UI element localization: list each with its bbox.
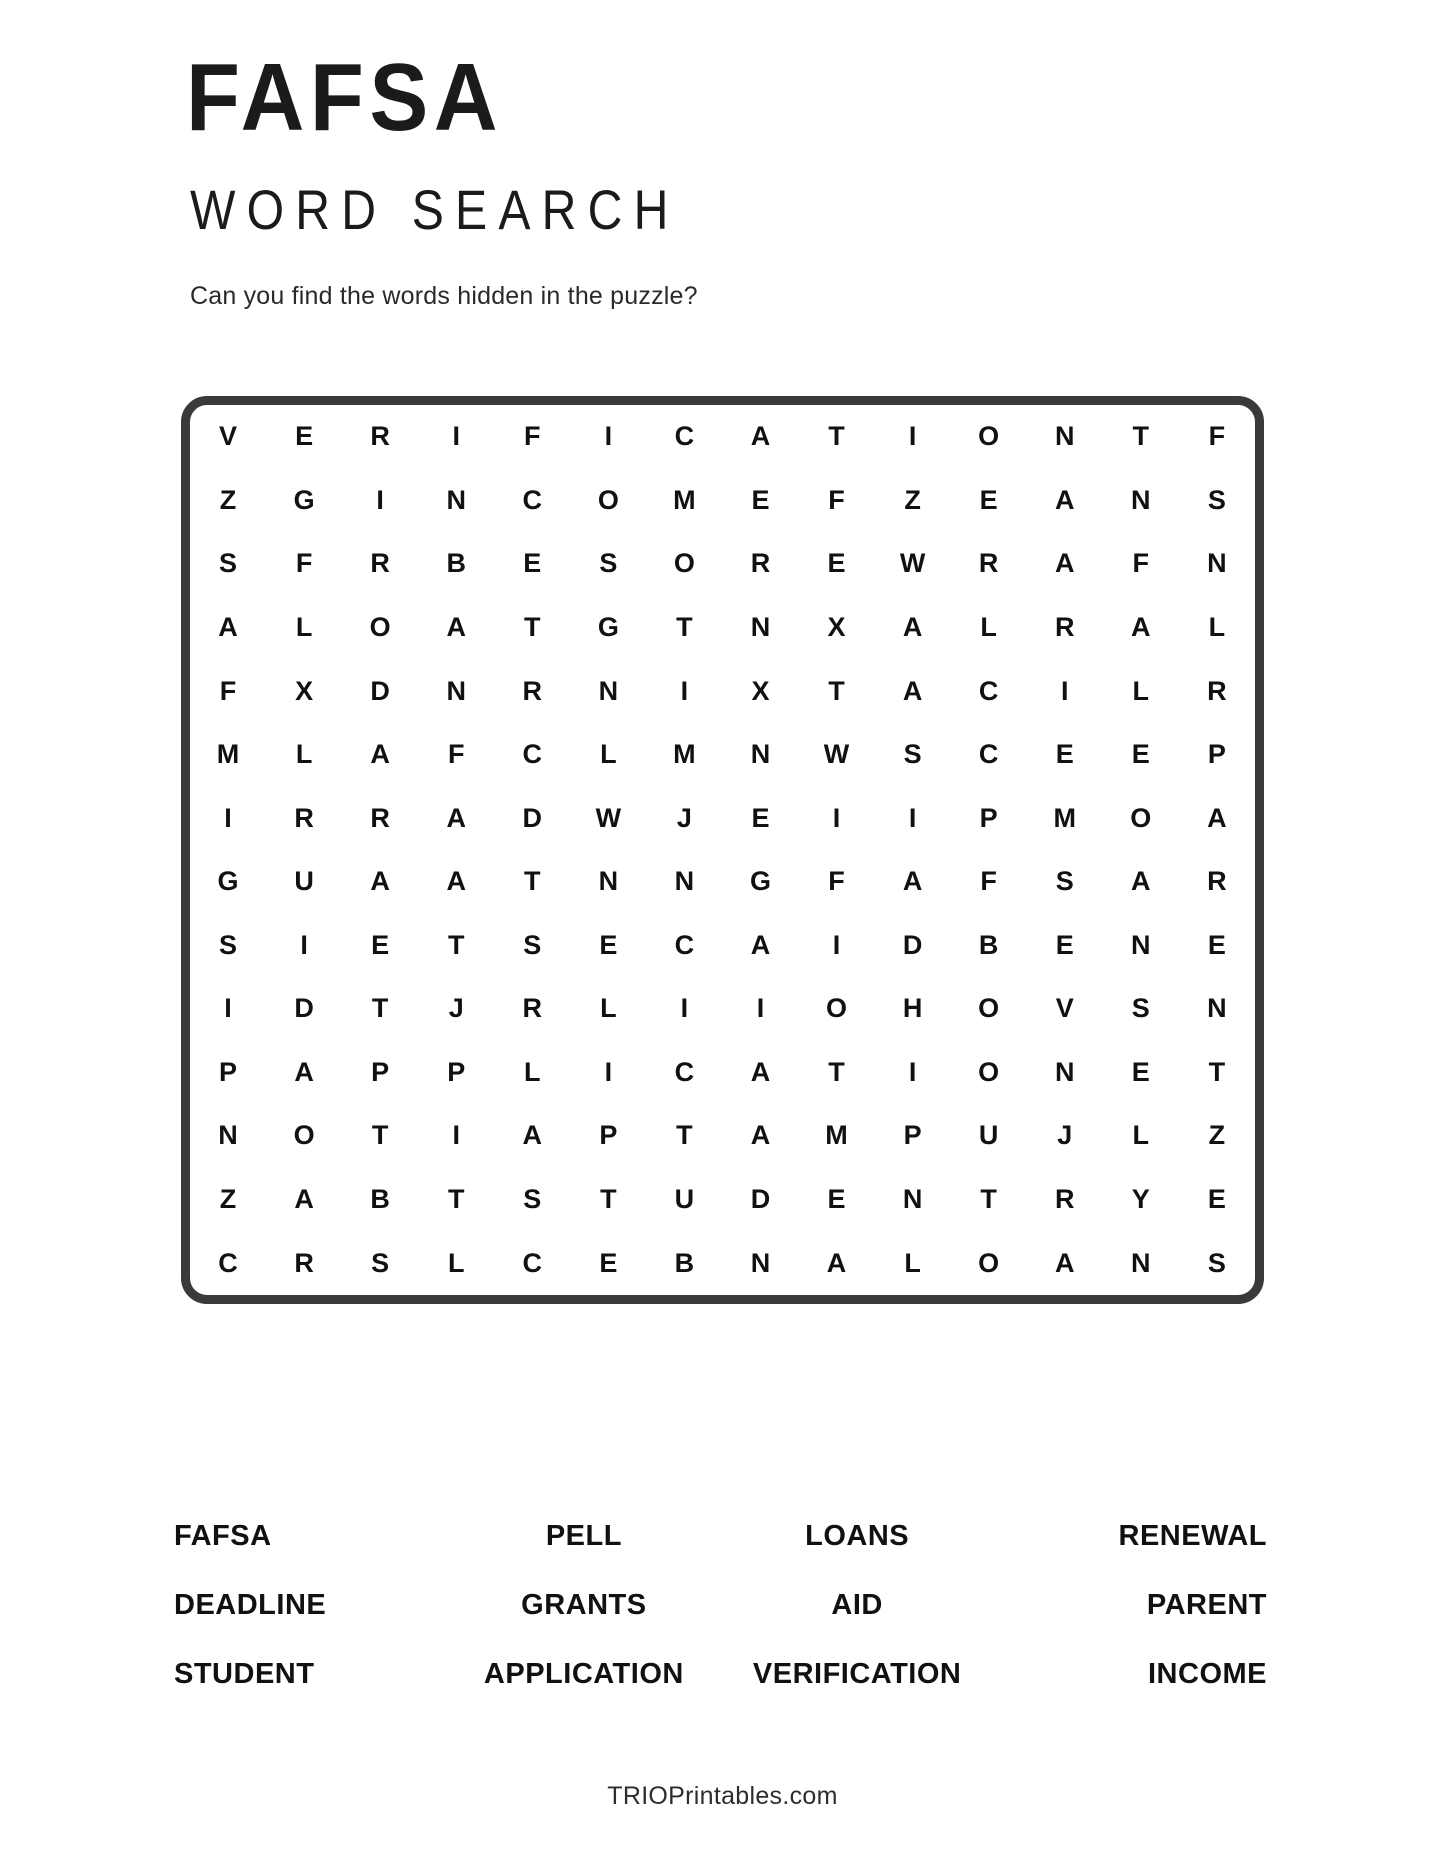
letter-cell[interactable]: I (1060, 675, 1069, 706)
letter-cell[interactable]: P (371, 1056, 390, 1087)
letter-cell[interactable]: E (1207, 1184, 1226, 1215)
letter-cell[interactable]: A (902, 866, 923, 897)
letter-cell[interactable]: B (446, 548, 466, 579)
letter-cell[interactable]: D (750, 1184, 771, 1215)
letter-cell[interactable]: A (1131, 611, 1151, 642)
letter-cell[interactable]: C (978, 675, 999, 706)
letter-cell[interactable]: I (680, 675, 689, 706)
letter-cell[interactable]: T (524, 611, 541, 642)
letter-cell[interactable]: N (1131, 1247, 1151, 1278)
letter-cell[interactable]: D (902, 929, 923, 960)
letter-cell[interactable]: R (522, 993, 543, 1024)
letter-cell[interactable]: T (676, 1120, 693, 1151)
letter-cell[interactable]: T (828, 675, 845, 706)
letter-cell[interactable]: N (598, 866, 619, 897)
letter-cell[interactable]: N (598, 675, 619, 706)
letter-cell[interactable]: C (218, 1247, 238, 1278)
letter-cell[interactable]: T (828, 421, 845, 452)
letter-grid-row (190, 977, 1255, 1041)
letter-cell[interactable]: I (300, 929, 308, 960)
letter-cell[interactable]: W (823, 739, 850, 770)
word-list-row (150, 1589, 1295, 1622)
letter-cell[interactable]: E (827, 1184, 846, 1215)
letter-cell[interactable]: V (219, 421, 238, 452)
letter-cell[interactable]: R (522, 675, 543, 706)
letter-cell[interactable]: E (295, 421, 314, 452)
letter-cell[interactable]: A (1054, 484, 1075, 515)
letter-grid-row (190, 1041, 1255, 1105)
word-list-item[interactable]: LOANS (805, 1520, 910, 1552)
letter-cell[interactable]: G (293, 484, 315, 515)
letter-cell[interactable]: N (750, 1247, 771, 1278)
letter-cell[interactable]: N (902, 1184, 923, 1215)
letter-cell[interactable]: Y (1131, 1184, 1150, 1215)
letter-cell[interactable]: T (1132, 421, 1150, 452)
letter-cell[interactable]: E (599, 929, 618, 960)
letter-cell[interactable]: N (446, 484, 466, 515)
letter-cell[interactable]: S (1207, 484, 1226, 515)
letter-cell[interactable]: I (452, 1120, 460, 1151)
word-list-item[interactable]: APPLICATION (483, 1658, 684, 1690)
letter-cell[interactable]: F (1132, 548, 1150, 579)
word-list-item[interactable]: GRANTS (521, 1589, 647, 1621)
letter-grid-row (190, 1104, 1255, 1168)
letter-cell[interactable]: E (979, 484, 998, 515)
letter-cell[interactable]: C (674, 421, 695, 452)
letter-cell[interactable]: F (295, 548, 313, 579)
letter-cell[interactable]: L (1132, 1120, 1150, 1151)
letter-cell[interactable]: I (908, 1056, 917, 1087)
letter-cell[interactable]: A (1054, 1247, 1075, 1278)
letter-cell[interactable]: R (370, 421, 390, 452)
letter-cell[interactable]: U (674, 1184, 695, 1215)
letter-cell[interactable]: N (1207, 993, 1227, 1024)
letter-cell[interactable]: A (750, 1056, 771, 1087)
letter-cell[interactable]: S (1131, 993, 1150, 1024)
letter-cell[interactable]: F (447, 739, 465, 770)
word-list-item[interactable]: PELL (545, 1520, 622, 1552)
letter-grid-row (190, 469, 1255, 533)
letter-cell[interactable]: A (1207, 802, 1227, 833)
letter-cell[interactable]: H (902, 993, 923, 1024)
letter-cell[interactable]: N (1207, 548, 1227, 579)
footer-credit: TRIOPrintables.com (607, 1782, 838, 1810)
letter-cell[interactable]: N (218, 1120, 238, 1151)
letter-cell[interactable]: B (370, 1184, 390, 1215)
letter-cell[interactable]: L (295, 739, 313, 770)
letter-cell[interactable]: M (1053, 802, 1076, 833)
letter-cell[interactable]: I (908, 421, 917, 452)
letter-cell[interactable]: I (452, 421, 460, 452)
letter-cell[interactable]: B (674, 1247, 695, 1278)
letter-cell[interactable]: W (595, 802, 622, 833)
letter-cell[interactable]: X (751, 675, 770, 706)
letter-cell[interactable]: U (294, 866, 314, 897)
letter-cell[interactable]: F (828, 484, 845, 515)
letter-cell[interactable]: S (1055, 866, 1074, 897)
letter-cell[interactable]: C (674, 929, 695, 960)
letter-cell[interactable]: O (826, 993, 848, 1024)
letter-cell[interactable]: A (750, 421, 771, 452)
letter-cell[interactable]: E (1131, 1056, 1150, 1087)
letter-cell[interactable]: C (978, 739, 999, 770)
letter-cell[interactable]: T (524, 866, 541, 897)
letter-cell[interactable]: N (674, 866, 695, 897)
letter-cell[interactable]: R (370, 548, 390, 579)
letter-cell[interactable]: X (827, 611, 846, 642)
letter-grid-row (190, 1168, 1255, 1232)
letter-grid-row (190, 596, 1255, 660)
page-title: FAFSA (186, 44, 504, 151)
letter-cell[interactable]: R (1207, 675, 1227, 706)
letter-cell[interactable]: C (522, 484, 543, 515)
letter-cell[interactable]: R (1054, 1184, 1075, 1215)
letter-cell[interactable]: E (1131, 739, 1150, 770)
letter-cell[interactable]: E (1207, 929, 1226, 960)
letter-cell[interactable]: T (447, 1184, 465, 1215)
letter-cell[interactable]: J (676, 802, 692, 833)
letter-cell[interactable]: S (219, 548, 238, 579)
letter-cell[interactable]: O (673, 548, 695, 579)
letter-cell[interactable]: I (680, 993, 689, 1024)
letter-cell[interactable]: O (978, 993, 1000, 1024)
letter-cell[interactable]: J (448, 993, 464, 1024)
letter-cell[interactable]: I (908, 802, 917, 833)
word-list-row (150, 1520, 1295, 1553)
letter-cell[interactable]: O (369, 611, 391, 642)
letter-cell[interactable]: T (1208, 1056, 1226, 1087)
letter-cell[interactable]: R (1054, 611, 1075, 642)
letter-cell[interactable]: F (980, 866, 997, 897)
letter-cell[interactable]: A (902, 611, 923, 642)
word-search-grid[interactable] (181, 396, 1264, 1304)
letter-cell[interactable]: E (751, 484, 770, 515)
letter-cell[interactable]: L (524, 1056, 541, 1087)
letter-cell[interactable]: W (899, 548, 926, 579)
letter-cell[interactable]: E (827, 548, 846, 579)
letter-cell[interactable]: M (825, 1120, 848, 1151)
letter-cell[interactable]: R (978, 548, 999, 579)
word-list-item[interactable]: AID (831, 1589, 883, 1621)
letter-cell[interactable]: T (828, 1056, 845, 1087)
letter-cell[interactable]: S (903, 739, 922, 770)
letter-cell[interactable]: A (750, 929, 771, 960)
letter-cell[interactable]: N (1054, 1056, 1075, 1087)
letter-cell[interactable]: I (832, 802, 841, 833)
letter-cell[interactable]: A (446, 866, 466, 897)
letter-cell[interactable]: O (978, 1247, 1000, 1278)
letter-cell[interactable]: N (446, 675, 466, 706)
word-list (150, 1520, 1295, 1727)
letter-grid-row (190, 405, 1255, 469)
letter-cell[interactable]: Z (1208, 1120, 1226, 1151)
letter-cell[interactable]: O (978, 421, 1000, 452)
letter-cell[interactable]: I (756, 993, 765, 1024)
letter-cell[interactable]: I (604, 421, 613, 452)
letter-cell[interactable]: E (751, 802, 770, 833)
letter-cell[interactable]: T (600, 1184, 617, 1215)
letter-cell[interactable]: A (294, 1184, 314, 1215)
letter-cell[interactable]: A (294, 1056, 314, 1087)
word-list-item[interactable]: VERIFICATION (752, 1658, 962, 1690)
letter-cell[interactable]: S (599, 548, 618, 579)
letter-cell[interactable]: N (1131, 929, 1151, 960)
letter-cell[interactable]: E (1055, 739, 1074, 770)
letter-cell[interactable]: B (978, 929, 999, 960)
letter-cell[interactable]: V (1055, 993, 1074, 1024)
letter-cell[interactable]: D (294, 993, 314, 1024)
letter-cell[interactable]: S (219, 929, 238, 960)
letter-cell[interactable]: I (224, 802, 232, 833)
word-list-item[interactable]: INCOME (1148, 1658, 1267, 1690)
letter-cell[interactable]: T (980, 1184, 997, 1215)
letter-cell[interactable]: L (600, 993, 617, 1024)
letter-cell[interactable]: R (370, 802, 390, 833)
letter-grid-table (190, 405, 1255, 1295)
letter-cell[interactable]: J (1057, 1120, 1073, 1151)
word-list-item[interactable]: FAFSA (174, 1520, 272, 1552)
letter-cell[interactable]: F (524, 421, 541, 452)
letter-cell[interactable]: T (371, 1120, 389, 1151)
letter-cell[interactable]: P (219, 1056, 238, 1087)
letter-cell[interactable]: A (522, 1120, 543, 1151)
letter-cell[interactable]: A (1131, 866, 1151, 897)
letter-cell[interactable]: C (674, 1056, 695, 1087)
letter-cell[interactable]: G (749, 866, 771, 897)
letter-cell[interactable]: N (1131, 484, 1151, 515)
letter-cell[interactable]: O (293, 1120, 315, 1151)
letter-cell[interactable]: I (224, 993, 232, 1024)
letter-cell[interactable]: A (370, 866, 390, 897)
letter-grid-row (190, 850, 1255, 914)
word-list-item[interactable]: STUDENT (174, 1658, 315, 1690)
letter-cell[interactable]: Z (219, 1184, 237, 1215)
letter-cell[interactable]: P (979, 802, 998, 833)
word-list-row (150, 1658, 1295, 1691)
letter-grid-row (190, 914, 1255, 978)
letter-cell[interactable]: A (446, 802, 466, 833)
letter-cell[interactable]: O (978, 1056, 1000, 1087)
letter-cell[interactable]: A (902, 675, 923, 706)
letter-cell[interactable]: A (1054, 548, 1075, 579)
letter-cell[interactable]: X (295, 675, 314, 706)
letter-cell[interactable]: R (294, 1247, 314, 1278)
letter-cell[interactable]: R (294, 802, 314, 833)
page-subtitle: WORD SEARCH (190, 177, 680, 241)
letter-cell[interactable]: S (371, 1247, 390, 1278)
letter-grid-row (190, 1231, 1255, 1295)
letter-cell[interactable]: S (523, 929, 542, 960)
word-list-item[interactable]: DEADLINE (174, 1589, 327, 1621)
letter-cell[interactable]: G (217, 866, 239, 897)
letter-cell[interactable]: P (447, 1056, 466, 1087)
letter-cell[interactable]: A (826, 1247, 847, 1278)
letter-cell[interactable]: S (523, 1184, 542, 1215)
letter-cell[interactable]: L (600, 739, 617, 770)
letter-cell[interactable]: Z (219, 484, 237, 515)
letter-cell[interactable]: D (522, 802, 543, 833)
letter-cell[interactable]: F (219, 675, 237, 706)
page-header (0, 0, 1445, 311)
letter-cell[interactable]: E (523, 548, 542, 579)
letter-cell[interactable]: M (216, 739, 240, 770)
letter-cell[interactable]: U (978, 1120, 999, 1151)
letter-cell[interactable]: R (750, 548, 771, 579)
instruction-text: Can you find the words hidden in the puzzle? (190, 281, 698, 310)
letter-cell[interactable]: P (1207, 739, 1226, 770)
letter-cell[interactable]: M (673, 739, 696, 770)
letter-cell[interactable]: F (1208, 421, 1226, 452)
word-list-item[interactable]: RENEWAL (1118, 1520, 1267, 1552)
letter-cell[interactable]: G (597, 611, 619, 642)
letter-cell[interactable]: D (370, 675, 390, 706)
letter-cell[interactable]: T (447, 929, 465, 960)
letter-cell[interactable]: A (750, 1120, 771, 1151)
letter-grid-row (190, 786, 1255, 850)
letter-cell[interactable]: P (903, 1120, 922, 1151)
letter-cell[interactable]: R (1207, 866, 1227, 897)
letter-cell[interactable]: C (522, 739, 543, 770)
letter-grid-body (190, 405, 1255, 1295)
letter-cell[interactable]: P (599, 1120, 618, 1151)
letter-cell[interactable]: C (522, 1247, 543, 1278)
letter-cell[interactable]: I (604, 1056, 613, 1087)
letter-cell[interactable]: O (1130, 802, 1152, 833)
letter-cell[interactable]: L (295, 611, 313, 642)
letter-grid-row (190, 532, 1255, 596)
letter-cell[interactable]: N (750, 739, 771, 770)
letter-cell[interactable]: L (980, 611, 997, 642)
letter-cell[interactable]: N (750, 611, 771, 642)
letter-cell[interactable]: A (446, 611, 466, 642)
letter-cell[interactable]: L (447, 1247, 465, 1278)
letter-cell[interactable]: F (828, 866, 845, 897)
word-list-item[interactable]: PARENT (1146, 1589, 1267, 1621)
letter-cell[interactable]: O (597, 484, 619, 515)
letter-cell[interactable]: E (599, 1247, 618, 1278)
letter-grid-row (190, 659, 1255, 723)
letter-cell[interactable]: I (376, 484, 384, 515)
letter-cell[interactable]: T (371, 993, 389, 1024)
letter-cell[interactable]: E (371, 929, 390, 960)
letter-cell[interactable]: A (370, 739, 390, 770)
letter-cell[interactable]: L (904, 1247, 921, 1278)
letter-cell[interactable]: I (832, 929, 841, 960)
letter-cell[interactable]: S (1207, 1247, 1226, 1278)
letter-grid-row (190, 723, 1255, 787)
letter-cell[interactable]: E (1055, 929, 1074, 960)
letter-cell[interactable]: Z (904, 484, 921, 515)
letter-cell[interactable]: T (676, 611, 693, 642)
letter-cell[interactable]: M (673, 484, 696, 515)
letter-cell[interactable]: L (1132, 675, 1150, 706)
letter-cell[interactable]: N (1054, 421, 1075, 452)
letter-cell[interactable]: L (1208, 611, 1226, 642)
letter-cell[interactable]: A (218, 611, 238, 642)
